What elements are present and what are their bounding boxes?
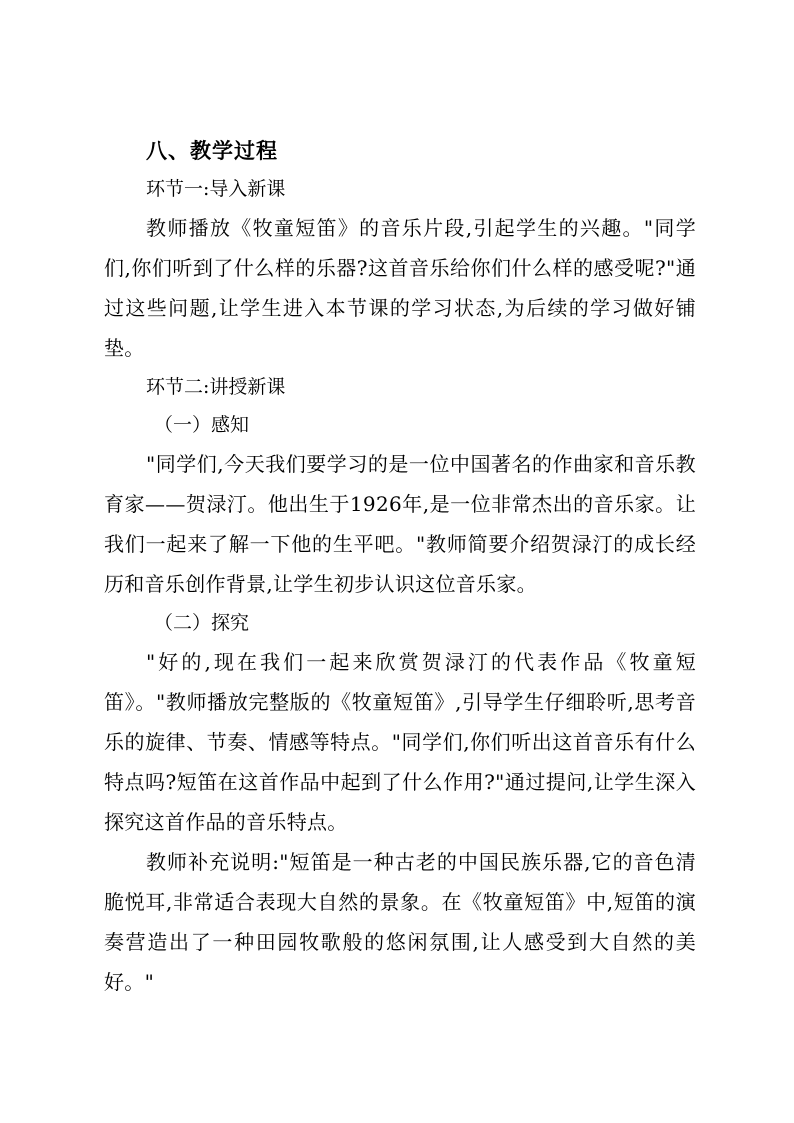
link1-paragraph: 教师播放《牧童短笛》的音乐片段,引起学生的兴趣。"同学们,你们听到了什么样的乐器?这首音乐给你们什么样的感受呢?"通过这些问题,让学生进入本节课的学习状态,为后续的学习做好铺垫。: [104, 216, 696, 360]
part2-paragraph-1: "好的,现在我们一起来欣赏贺渌汀的代表作品《牧童短笛》。"教师播放完整版的《牧童短笛》,引导学生仔细聆听,思考音乐的旋律、节奏、情感等特点。"同学们,你们听出这首音乐有什么特点吗?短笛在这首作品中起到了什么作用?"通过提问,让学生深入探究这首作品的音乐特点。: [104, 650, 696, 834]
link2-title: 环节二:讲授新课: [146, 376, 286, 398]
link1-title: 环节一:导入新课: [146, 178, 286, 200]
part2-paragraph-2: 教师补充说明:"短笛是一种古老的中国民族乐器,它的音色清脆悦耳,非常适合表现大自然的景象。在《牧童短笛》中,短笛的演奏营造出了一种田园牧歌般的悠闲氛围,让人感受到大自然的美好。": [104, 850, 696, 994]
section-heading: 八、教学过程: [146, 138, 278, 163]
part1-title: （一）感知: [154, 414, 250, 436]
part2-title: （二）探究: [154, 612, 250, 634]
document-body: [104, 132, 696, 1002]
part1-paragraph: "同学们,今天我们要学习的是一位中国著名的作曲家和音乐教育家——贺渌汀。他出生于1926年,是一位非常杰出的音乐家。让我们一起来了解一下他的生平吧。"教师简要介绍贺渌汀的成长经历和音乐创作背景,让学生初步认识这位音乐家。: [104, 452, 696, 596]
